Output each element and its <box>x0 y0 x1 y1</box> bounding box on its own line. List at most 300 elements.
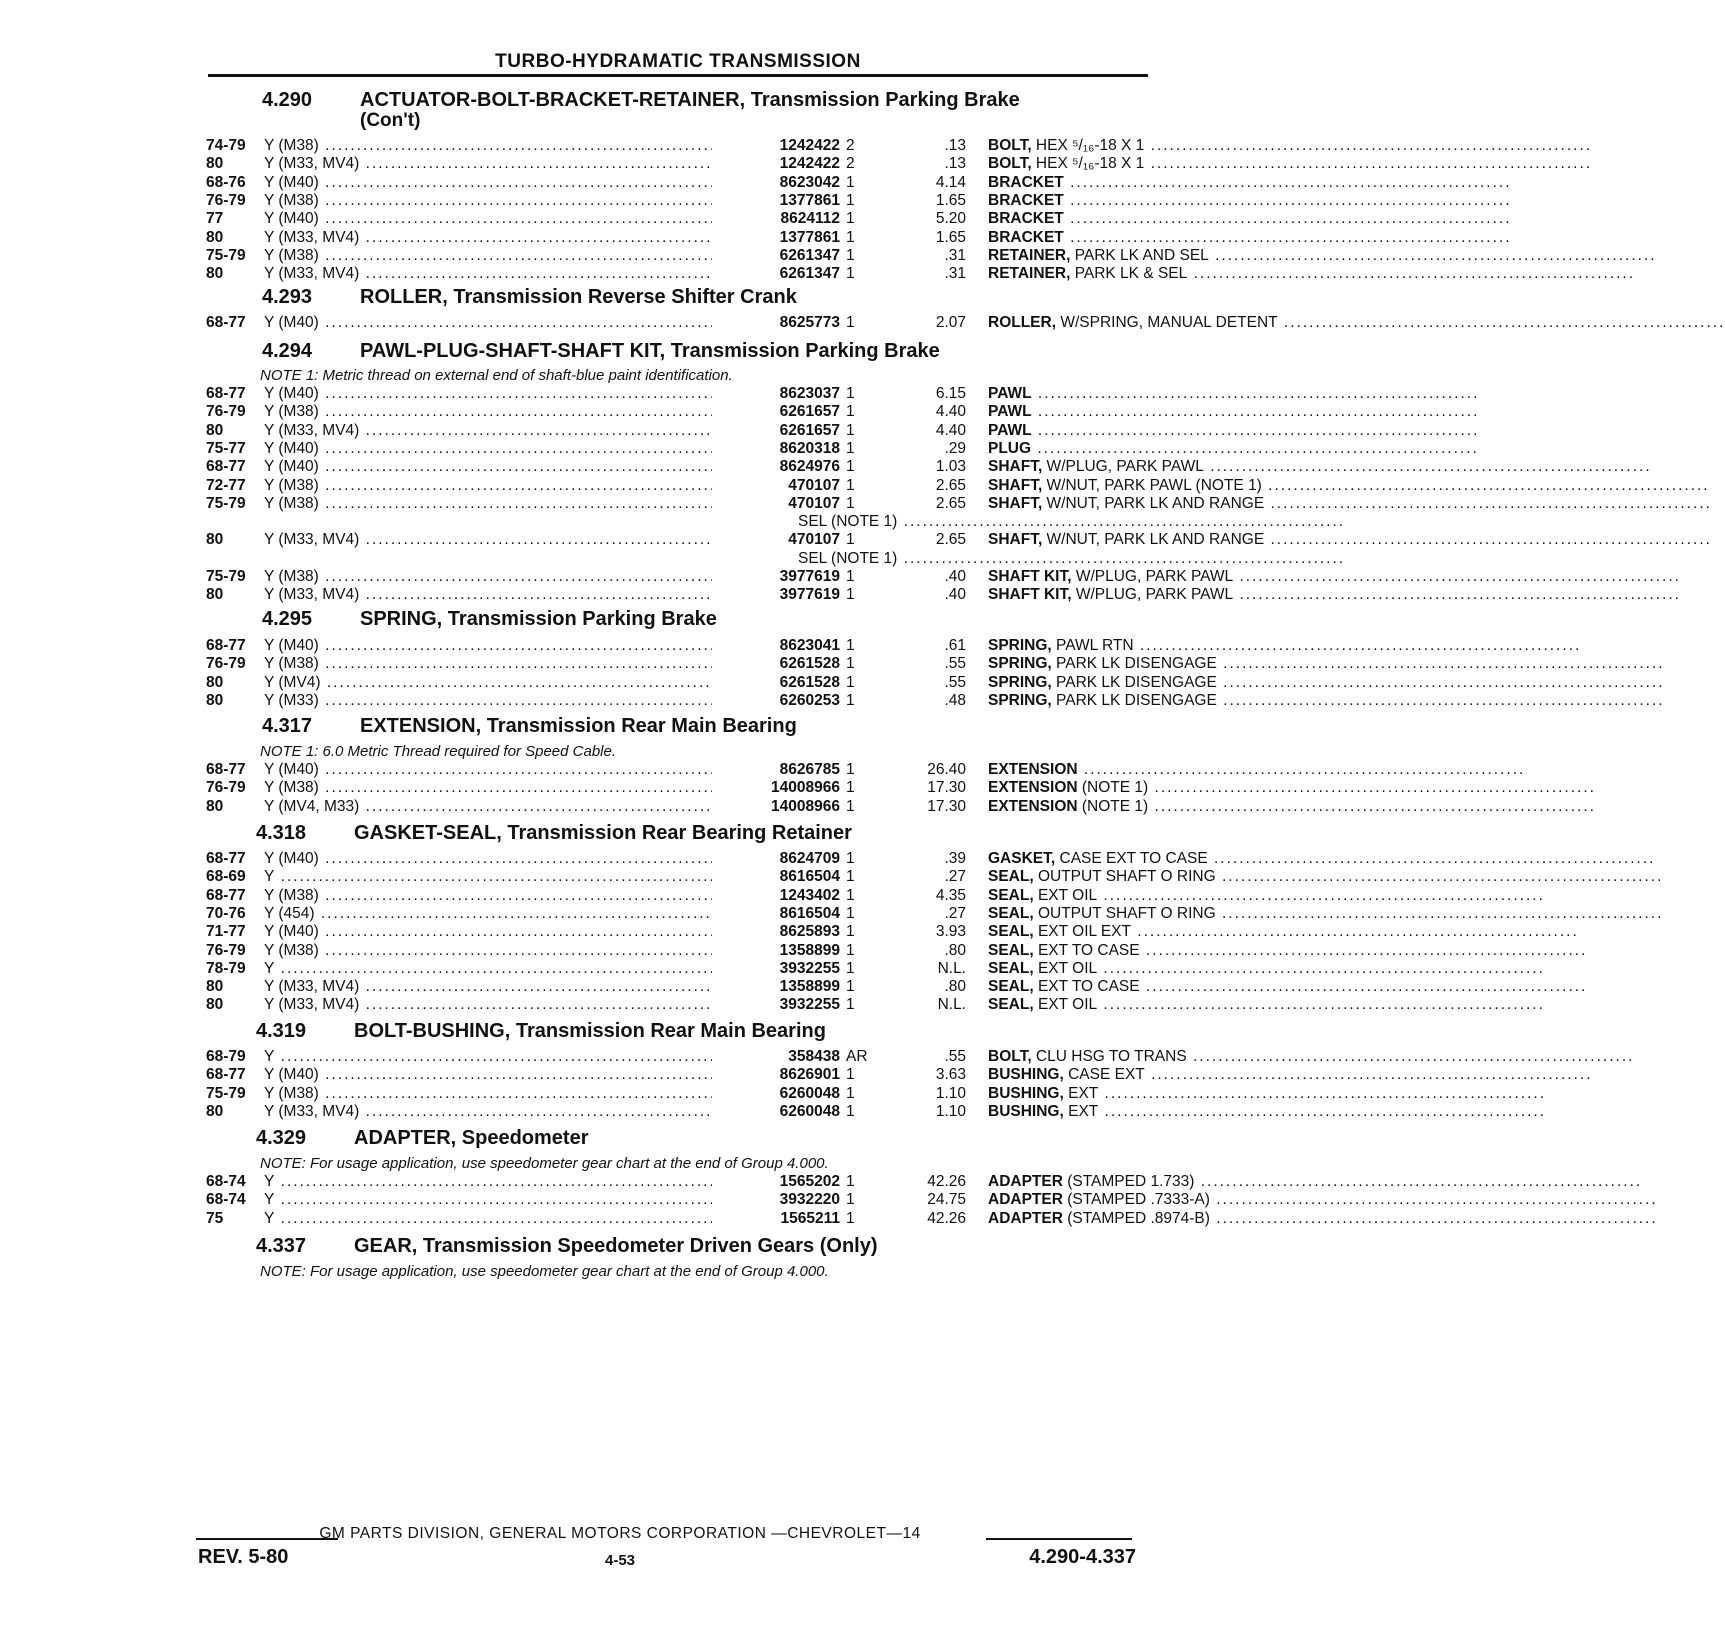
part-number: 6261528 <box>712 654 840 673</box>
price: 1.03 <box>935 458 966 476</box>
application: Y (M38) ..... <box>264 886 726 905</box>
application: Y ..... <box>264 1190 726 1209</box>
application: Y (MV4) ..... <box>264 673 726 692</box>
part-number: 358438 <box>712 1047 840 1066</box>
part-row <box>206 585 1234 604</box>
part-number: 8624112 <box>712 209 840 228</box>
part-description <box>988 402 1358 421</box>
part-detail: PARK LK DISENGAGE <box>1051 691 1217 709</box>
part-number: 3977619 <box>712 585 840 604</box>
section-note: NOTE: For usage application, use speedometer gear chart at the end of Group 4.000. <box>260 1263 829 1280</box>
part-name: BRACKET <box>988 191 1064 209</box>
quantity: 1 <box>846 797 855 815</box>
part-description <box>988 191 1358 210</box>
part-number: 470107 <box>712 494 840 513</box>
model-years: 80 <box>206 1102 224 1120</box>
model-years: 68-74 <box>206 1173 246 1190</box>
price: .48 <box>944 691 966 709</box>
model-years: 75-79 <box>206 1084 246 1102</box>
quantity: 2 <box>846 155 855 173</box>
part-row <box>206 384 1152 403</box>
part-description <box>988 797 1358 816</box>
part-row <box>206 1209 1210 1228</box>
part-description <box>988 1172 1358 1191</box>
part-detail: PAWL RTN <box>1051 637 1134 654</box>
part-detail: CASE EXT <box>1063 1066 1145 1084</box>
section-note: NOTE 1: Metric thread on external end of shaft-blue paint identification. <box>260 367 733 384</box>
model-years: 68-74 <box>206 1191 246 1209</box>
part-name: SHAFT, <box>988 458 1043 476</box>
part-detail: W/NUT, PARK LK AND RANGE <box>1042 531 1265 549</box>
application: Y (M33) ..... <box>264 691 726 710</box>
price: 3.63 <box>935 1066 966 1084</box>
section-title-bold: EXTENSION, <box>360 715 482 737</box>
part-name: EXTENSION <box>988 761 1078 778</box>
price: .27 <box>944 868 966 886</box>
part-detail: EXT TO CASE <box>1033 941 1140 959</box>
part-detail: W/NUT, PARK LK AND RANGE <box>1042 494 1265 512</box>
part-description <box>988 154 1358 173</box>
part-detail: W/NUT, PARK PAWL (NOTE 1) <box>1042 476 1262 494</box>
part-detail: OUTPUT SHAFT O RING <box>1033 868 1216 886</box>
price: 42.26 <box>927 1173 966 1190</box>
price: 2.07 <box>935 314 966 331</box>
footer-division: GM PARTS DIVISION, GENERAL MOTORS CORPORATION —CHEVROLET—14 <box>319 1525 921 1542</box>
price: .29 <box>944 439 966 457</box>
quantity: 1 <box>846 868 855 886</box>
section-number: 4.329 <box>256 1127 307 1149</box>
price: 5.20 <box>935 210 966 228</box>
price: .31 <box>944 265 966 283</box>
model-years: 75-79 <box>206 568 246 585</box>
section-note: NOTE 1: 6.0 Metric Thread required for Speed Cable. <box>260 743 617 760</box>
section-title-rest: Speedometer <box>456 1127 589 1149</box>
part-description <box>988 313 1358 332</box>
part-description <box>988 886 1358 905</box>
part-description <box>988 849 1358 868</box>
model-years: 80 <box>206 691 224 709</box>
part-number: 8624976 <box>712 457 840 476</box>
part-detail: CASE EXT TO CASE <box>1055 850 1208 867</box>
model-years: 75-77 <box>206 439 246 457</box>
part-description <box>988 384 1358 403</box>
section-heading <box>256 1020 826 1043</box>
part-row <box>206 476 1262 495</box>
part-name: SEAL, <box>988 923 1034 941</box>
quantity: 1 <box>846 568 855 585</box>
application: Y (M38) ..... <box>264 494 726 513</box>
part-detail: EXT <box>1063 1102 1099 1120</box>
model-years: 76-79 <box>206 779 246 797</box>
part-name: RETAINER, <box>988 265 1071 283</box>
quantity: 1 <box>846 1084 855 1102</box>
model-years: 68-79 <box>206 1048 246 1065</box>
price: N.L. <box>937 959 966 977</box>
part-description <box>988 421 1358 440</box>
quantity: 1 <box>846 941 855 959</box>
application: Y (M38) ..... <box>264 1084 726 1103</box>
quantity: 1 <box>846 421 855 439</box>
part-row <box>206 402 1152 421</box>
part-number: 8623042 <box>712 173 840 192</box>
part-row <box>206 797 1152 816</box>
price: 26.40 <box>927 761 966 778</box>
part-row <box>206 1047 1187 1066</box>
part-description <box>988 673 1358 692</box>
price: .40 <box>944 586 966 604</box>
part-name: SHAFT, <box>988 531 1043 549</box>
part-name: RETAINER, <box>988 246 1071 264</box>
section-title-rest: Transmission Rear Main Bearing <box>510 1020 826 1042</box>
quantity: 1 <box>846 265 855 283</box>
model-years: 80 <box>206 421 224 439</box>
part-name: ROLLER, <box>988 314 1057 331</box>
price: 4.40 <box>935 403 966 421</box>
part-number: 1377861 <box>712 228 840 247</box>
part-number: 3932255 <box>712 995 840 1014</box>
part-name: BOLT, <box>988 137 1032 154</box>
price: .13 <box>944 137 966 154</box>
application: Y (M33, MV4) ..... <box>264 585 726 604</box>
quantity: 1 <box>846 458 855 476</box>
model-years: 74-79 <box>206 137 246 154</box>
part-name: SEAL, <box>988 886 1034 904</box>
application: Y (M33, MV4) ..... <box>264 1102 726 1121</box>
section-number: 4.290 <box>262 89 313 111</box>
model-years: 76-79 <box>206 191 246 209</box>
part-description <box>988 1047 1358 1066</box>
price: .80 <box>944 941 966 959</box>
part-row <box>206 867 1216 886</box>
part-row <box>206 849 1208 868</box>
section-title-bold: ACTUATOR-BOLT-BRACKET-RETAINER, <box>360 89 746 111</box>
part-number: 14008966 <box>712 797 840 816</box>
model-years: 80 <box>206 978 224 996</box>
quantity: 1 <box>846 476 855 494</box>
description-continued: SEL (NOTE 1) ..... <box>798 549 1152 568</box>
part-description <box>988 246 1358 265</box>
part-row <box>206 494 1265 513</box>
part-description <box>988 977 1358 996</box>
quantity: 1 <box>846 210 855 228</box>
part-name: SEAL, <box>988 959 1034 977</box>
part-row <box>206 154 1152 173</box>
quantity: 1 <box>846 494 855 512</box>
part-description <box>988 228 1358 247</box>
part-row <box>206 1190 1210 1209</box>
quantity: 1 <box>846 886 855 904</box>
price: 1.65 <box>935 228 966 246</box>
model-years: 80 <box>206 996 224 1014</box>
quantity: 1 <box>846 1102 855 1120</box>
application: Y (M33, MV4) ..... <box>264 264 726 283</box>
part-row <box>206 886 1152 905</box>
part-name: PLUG <box>988 439 1032 457</box>
model-years: 68-77 <box>206 314 246 331</box>
part-description <box>988 494 1358 513</box>
price: 3.93 <box>935 923 966 941</box>
section-heading <box>262 286 797 309</box>
part-name: SEAL, <box>988 868 1034 886</box>
part-detail: (NOTE 1) <box>1077 779 1149 797</box>
part-row <box>206 995 1152 1014</box>
price: .13 <box>944 155 966 173</box>
section-title-rest: Transmission Parking Brake <box>745 89 1020 111</box>
part-detail: EXT TO CASE <box>1033 978 1140 996</box>
section-heading <box>262 715 797 738</box>
model-years: 80 <box>206 265 224 283</box>
quantity: 1 <box>846 314 855 331</box>
part-description <box>988 760 1358 779</box>
page-title: TURBO-HYDRAMATIC TRANSMISSION <box>495 51 861 72</box>
title-rule <box>208 74 1148 77</box>
part-name: BRACKET <box>988 173 1064 191</box>
quantity: 2 <box>846 137 855 154</box>
part-row <box>206 439 1152 458</box>
part-name: EXTENSION <box>988 779 1078 797</box>
application: Y ..... <box>264 959 726 978</box>
quantity: 1 <box>846 904 855 922</box>
quantity: 1 <box>846 246 855 264</box>
part-detail: PARK LK DISENGAGE <box>1051 655 1217 673</box>
section-title-bold: GASKET-SEAL, <box>354 822 502 844</box>
application: Y ..... <box>264 1047 726 1066</box>
application: Y (M33, MV4) ..... <box>264 154 726 173</box>
model-years: 80 <box>206 228 224 246</box>
price: .80 <box>944 978 966 996</box>
part-detail: EXT OIL <box>1033 996 1098 1014</box>
price: .55 <box>944 1048 966 1065</box>
part-description <box>988 567 1358 586</box>
model-years: 75-79 <box>206 494 246 512</box>
model-years: 80 <box>206 586 224 604</box>
part-number: 1377861 <box>712 191 840 210</box>
part-row <box>206 922 1152 941</box>
part-row <box>206 457 1204 476</box>
part-number: 8624709 <box>712 849 840 868</box>
part-row <box>206 136 1152 155</box>
section-title-rest: Transmission Parking Brake <box>442 608 717 630</box>
part-number: 8620318 <box>712 439 840 458</box>
model-years: 76-79 <box>206 403 246 421</box>
part-name: EXTENSION <box>988 797 1078 815</box>
quantity: 1 <box>846 385 855 402</box>
quantity: 1 <box>846 1173 855 1190</box>
part-number: 1358899 <box>712 977 840 996</box>
part-name: SHAFT, <box>988 476 1043 494</box>
part-name: SPRING, <box>988 655 1052 673</box>
part-row <box>206 959 1152 978</box>
part-number: 8626901 <box>712 1065 840 1084</box>
application: Y (M38) ..... <box>264 941 726 960</box>
part-row <box>206 1102 1152 1121</box>
section-title-rest: Transmission Parking Brake <box>665 340 940 362</box>
model-years: 76-79 <box>206 655 246 673</box>
part-number: 8623041 <box>712 636 840 655</box>
price: 17.30 <box>927 779 966 797</box>
application: Y (M38) ..... <box>264 402 726 421</box>
part-name: ADAPTER <box>988 1191 1063 1209</box>
part-detail: W/PLUG, PARK PAWL <box>1071 568 1234 585</box>
price: 42.26 <box>927 1209 966 1227</box>
model-years: 68-77 <box>206 385 246 402</box>
part-description <box>988 941 1358 960</box>
quantity: 1 <box>846 173 855 191</box>
part-description <box>988 1190 1358 1209</box>
part-detail: W/PLUG, PARK PAWL <box>1071 586 1234 604</box>
quantity: 1 <box>846 978 855 996</box>
quantity: 1 <box>846 673 855 691</box>
model-years: 68-77 <box>206 458 246 476</box>
application: Y (MV4, M33) ..... <box>264 797 726 816</box>
application: Y (M40) ..... <box>264 384 726 403</box>
section-title-bold: GEAR, <box>354 1235 418 1257</box>
application: Y ..... <box>264 1209 726 1228</box>
application: Y (M33, MV4) ..... <box>264 228 726 247</box>
part-detail: EXT OIL EXT <box>1033 923 1131 941</box>
quantity: 1 <box>846 228 855 246</box>
part-description <box>988 439 1358 458</box>
part-description <box>988 778 1358 797</box>
part-description <box>988 904 1358 923</box>
part-name: SPRING, <box>988 673 1052 691</box>
part-number: 1565211 <box>712 1209 840 1228</box>
part-row <box>206 691 1217 710</box>
part-row <box>206 567 1234 586</box>
part-description <box>988 995 1358 1014</box>
section-number: 4.337 <box>256 1235 307 1257</box>
price: .55 <box>944 673 966 691</box>
part-detail: (STAMPED 1.733) <box>1062 1173 1195 1190</box>
model-years: 68-77 <box>206 637 246 654</box>
model-years: 77 <box>206 210 224 228</box>
quantity: 1 <box>846 1191 855 1209</box>
model-years: 70-76 <box>206 904 246 922</box>
quantity: 1 <box>846 586 855 604</box>
model-years: 75 <box>206 1209 224 1227</box>
part-description <box>988 264 1358 283</box>
section-heading <box>256 1235 878 1258</box>
application: Y (M40) ..... <box>264 313 726 332</box>
part-row <box>206 421 1152 440</box>
application: Y (M38) ..... <box>264 246 726 265</box>
application: Y (M33, MV4) ..... <box>264 977 726 996</box>
section-range: 4.290-4.337 <box>1029 1546 1136 1568</box>
part-detail: (NOTE 1) <box>1077 797 1149 815</box>
part-row <box>206 246 1209 265</box>
part-detail: HEX ⁵/₁₆-18 X 1 <box>1031 137 1145 154</box>
part-number: 1565202 <box>712 1172 840 1191</box>
part-description <box>988 691 1358 710</box>
model-years: 68-77 <box>206 761 246 778</box>
section-heading <box>256 822 852 845</box>
model-years: 80 <box>206 531 224 549</box>
part-detail: W/PLUG, PARK PAWL <box>1042 458 1204 476</box>
application: Y (M40) ..... <box>264 760 726 779</box>
application: Y (M40) ..... <box>264 439 726 458</box>
part-name: BUSHING, <box>988 1084 1064 1102</box>
model-years: 68-69 <box>206 868 246 886</box>
quantity: 1 <box>846 1209 855 1227</box>
section-number: 4.293 <box>262 286 313 308</box>
part-row <box>206 264 1188 283</box>
model-years: 76-79 <box>206 941 246 959</box>
section-note: NOTE: For usage application, use speedometer gear chart at the end of Group 4.000. <box>260 1155 829 1172</box>
part-name: PAWL <box>988 403 1032 421</box>
part-name: BRACKET <box>988 228 1064 246</box>
part-name: GASKET, <box>988 850 1056 867</box>
part-detail: CLU HSG TO TRANS <box>1031 1048 1187 1065</box>
part-description <box>988 530 1358 549</box>
price: 4.35 <box>935 886 966 904</box>
application: Y (M33, MV4) ..... <box>264 530 726 549</box>
part-number: 1242422 <box>712 136 840 155</box>
part-row <box>206 760 1152 779</box>
page-number: 4-53 <box>604 1552 636 1569</box>
application: Y (M40) ..... <box>264 849 726 868</box>
part-number: 1243402 <box>712 886 840 905</box>
price: 2.65 <box>935 476 966 494</box>
section-heading <box>262 340 940 363</box>
quantity: 1 <box>846 1066 855 1084</box>
application: Y (M38) ..... <box>264 136 726 155</box>
part-number: 3977619 <box>712 567 840 586</box>
price: 4.40 <box>935 421 966 439</box>
part-description <box>988 654 1358 673</box>
section-title-bold: ROLLER, <box>360 286 448 308</box>
part-name: ADAPTER <box>988 1173 1063 1190</box>
part-description <box>988 173 1358 192</box>
quantity: 1 <box>846 923 855 941</box>
model-years: 72-77 <box>206 476 246 494</box>
price: .39 <box>944 850 966 867</box>
part-name: SEAL, <box>988 941 1034 959</box>
part-row <box>206 654 1217 673</box>
part-name: SEAL, <box>988 996 1034 1014</box>
section-title-bold: SPRING, <box>360 608 443 630</box>
part-row <box>206 228 1152 247</box>
part-name: BOLT, <box>988 1048 1032 1065</box>
part-number: 470107 <box>712 530 840 549</box>
part-detail: (STAMPED .7333-A) <box>1062 1191 1210 1209</box>
price: 6.15 <box>935 385 966 402</box>
model-years: 78-79 <box>206 959 246 977</box>
price: 1.10 <box>935 1102 966 1120</box>
part-name: SHAFT KIT, <box>988 568 1072 585</box>
section-title-rest: Transmission Reverse Shifter Crank <box>447 286 797 308</box>
part-row <box>206 1172 1195 1191</box>
part-row <box>206 904 1216 923</box>
part-detail: OUTPUT SHAFT O RING <box>1033 904 1216 922</box>
part-description <box>988 1209 1358 1228</box>
revision-date: REV. 5-80 <box>198 1546 289 1568</box>
price: 1.65 <box>935 191 966 209</box>
application: Y (M40) ..... <box>264 922 726 941</box>
part-description <box>988 1102 1358 1121</box>
application: Y (M40) ..... <box>264 209 726 228</box>
price: .31 <box>944 246 966 264</box>
part-detail: EXT <box>1063 1084 1099 1102</box>
part-number: 8625773 <box>712 313 840 332</box>
application: Y (M33, MV4) ..... <box>264 421 726 440</box>
model-years: 80 <box>206 155 224 173</box>
price: 24.75 <box>927 1191 966 1209</box>
part-detail: (STAMPED .8974-B) <box>1062 1209 1210 1227</box>
part-description <box>988 1084 1358 1103</box>
part-row <box>206 673 1217 692</box>
quantity: 1 <box>846 691 855 709</box>
quantity: 1 <box>846 531 855 549</box>
